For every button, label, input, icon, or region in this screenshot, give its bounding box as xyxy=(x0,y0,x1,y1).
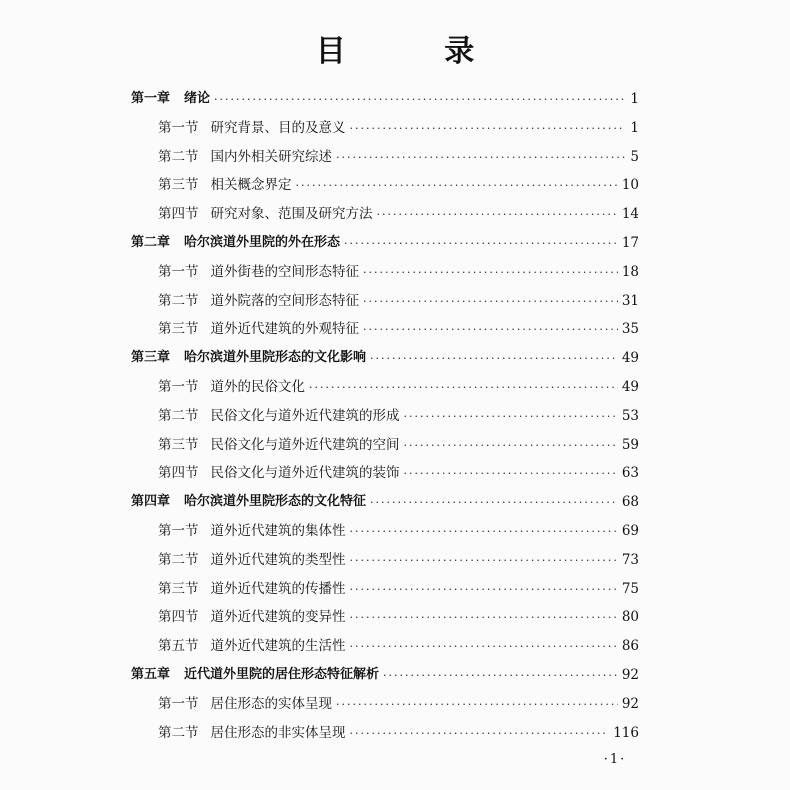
dot-leader xyxy=(363,318,618,340)
toc-entry-label: 第四节 xyxy=(158,465,199,482)
toc-entry-page: 59 xyxy=(621,436,639,453)
dot-leader xyxy=(350,635,618,657)
toc-entry-label: 第一节 xyxy=(158,523,199,539)
toc-section-entry xyxy=(158,434,639,456)
toc-entry-title: 道外近代建筑的传播性 xyxy=(210,580,346,597)
toc-section-entry xyxy=(158,693,639,715)
toc-entry-label: 第一章 xyxy=(131,91,171,106)
toc-entry-page: 10 xyxy=(621,177,639,194)
dot-leader xyxy=(350,549,618,571)
toc-entry-page: 80 xyxy=(621,609,639,626)
toc-section-entry xyxy=(158,318,639,340)
toc-entry-page: 18 xyxy=(621,263,639,280)
toc-section-entry xyxy=(158,722,639,744)
toc-entry-title: 道外院落的空间形态特征 xyxy=(210,292,359,309)
toc-chapter-entry xyxy=(131,664,639,686)
toc-entry-title: 道外近代建筑的变异性 xyxy=(210,609,346,626)
page-title: 目 录 xyxy=(315,34,519,69)
toc-entry-page: 5 xyxy=(630,148,639,165)
toc-entry-label: 第四节 xyxy=(158,609,199,626)
toc-entry-label: 第二节 xyxy=(158,292,199,309)
toc-entry-title: 道外近代建筑的集体性 xyxy=(210,523,346,539)
toc-section-entry xyxy=(158,376,639,398)
toc-entry-label: 第五章 xyxy=(131,667,171,682)
toc-chapter-entry xyxy=(131,347,639,369)
toc-entry-title: 哈尔滨道外里院形态的文化影响 xyxy=(184,350,367,366)
toc-entry-page: 75 xyxy=(621,580,639,597)
toc-chapter-entry xyxy=(131,491,639,513)
toc-chapter-entry xyxy=(131,88,639,110)
toc-entry-title: 近代道外里院的居住形态特征解析 xyxy=(184,667,380,682)
toc-entry-label: 第三节 xyxy=(158,321,199,338)
toc-entry-page: 86 xyxy=(621,638,639,655)
dot-leader xyxy=(214,88,625,110)
toc-chapter-entry xyxy=(131,232,639,254)
toc-entry-title: 道外近代建筑的生活性 xyxy=(210,638,346,655)
toc-entry-title: 绪论 xyxy=(184,91,211,106)
dot-leader xyxy=(377,203,618,225)
toc-entry-label: 第一节 xyxy=(158,695,199,712)
dot-leader xyxy=(370,491,618,513)
toc-section-entry xyxy=(158,520,639,542)
dot-leader xyxy=(309,376,618,398)
toc-entry-label: 第三节 xyxy=(158,436,199,453)
toc-entry-title: 道外近代建筑的外观特征 xyxy=(210,321,359,338)
dot-leader xyxy=(350,722,610,744)
toc-section-entry xyxy=(158,606,639,628)
toc-entry-label: 第四节 xyxy=(158,206,199,223)
toc-entry-page: 63 xyxy=(621,465,639,482)
toc-entry-page: 92 xyxy=(621,695,639,712)
dot-leader xyxy=(350,117,626,139)
toc-entry-label: 第三节 xyxy=(158,580,199,597)
toc-entry-title: 哈尔滨道外里院形态的文化特征 xyxy=(184,494,367,510)
toc-entry-label: 第三节 xyxy=(158,177,199,194)
toc-section-entry xyxy=(158,261,639,283)
dot-leader xyxy=(350,578,618,600)
toc-entry-page: 53 xyxy=(621,407,639,424)
toc-entry-page: 73 xyxy=(621,551,639,568)
toc-entry-label: 第二节 xyxy=(158,407,199,424)
toc-entry-page: 1 xyxy=(630,119,639,136)
toc-entry-title: 民俗文化与道外近代建筑的形成 xyxy=(210,407,400,424)
toc-entry-label: 第一节 xyxy=(158,379,199,395)
toc-entry-title: 研究背景、目的及意义 xyxy=(210,119,346,136)
dot-leader xyxy=(383,664,618,686)
toc-entry-label: 第二节 xyxy=(158,724,199,741)
dot-leader xyxy=(336,146,625,168)
toc-section-entry xyxy=(158,174,639,196)
toc-entry-page: 116 xyxy=(613,724,639,741)
toc-entry-page: 14 xyxy=(621,206,639,223)
toc-section-entry xyxy=(158,549,639,571)
toc-entry-title: 国内外相关研究综述 xyxy=(210,148,332,165)
dot-leader xyxy=(404,434,618,456)
toc-entry-title: 研究对象、范围及研究方法 xyxy=(210,206,373,223)
dot-leader xyxy=(336,693,618,715)
toc-entry-label: 第二节 xyxy=(158,551,199,568)
dot-leader xyxy=(296,174,618,196)
dot-leader xyxy=(363,261,618,283)
toc-section-entry xyxy=(158,117,639,139)
toc-section-entry xyxy=(158,146,639,168)
dot-leader xyxy=(350,606,618,628)
toc-entry-title: 民俗文化与道外近代建筑的装饰 xyxy=(210,465,400,482)
toc-entry-page: 17 xyxy=(621,235,639,251)
toc-entry-label: 第一节 xyxy=(158,119,199,136)
toc-entry-page: 35 xyxy=(621,321,639,338)
toc-entry-page: 31 xyxy=(621,292,639,309)
toc-section-entry xyxy=(158,578,639,600)
toc-entry-label: 第三章 xyxy=(131,350,171,366)
toc-section-entry xyxy=(158,462,639,484)
toc-entry-title: 哈尔滨道外里院的外在形态 xyxy=(184,235,341,250)
toc-entry-label: 第四章 xyxy=(131,494,171,510)
toc-entry-title: 民俗文化与道外近代建筑的空间 xyxy=(210,436,400,453)
dot-leader xyxy=(404,405,618,427)
toc-entry-page: 68 xyxy=(621,494,639,511)
page-number-footer: ·1· xyxy=(603,752,627,767)
dot-leader xyxy=(404,462,618,484)
toc-section-entry xyxy=(158,203,639,225)
toc-entry-title: 道外近代建筑的类型性 xyxy=(210,551,346,568)
toc-entry-label: 第一节 xyxy=(158,263,199,280)
toc-entry-label: 第五节 xyxy=(158,638,199,655)
toc-entry-page: 1 xyxy=(630,91,639,107)
toc-entry-page: 69 xyxy=(621,523,639,539)
toc-entry-label: 第二章 xyxy=(131,235,171,250)
toc-entry-title: 道外的民俗文化 xyxy=(210,379,305,395)
toc-section-entry xyxy=(158,405,639,427)
dot-leader xyxy=(370,347,618,369)
toc-entry-page: 49 xyxy=(621,379,639,395)
toc-section-entry xyxy=(158,290,639,312)
toc-entry-page: 92 xyxy=(621,667,639,683)
toc-entry-label: 第二节 xyxy=(158,148,199,165)
dot-leader xyxy=(350,520,618,542)
dot-leader xyxy=(363,290,618,312)
toc-entry-title: 道外街巷的空间形态特征 xyxy=(210,263,359,280)
toc-entry-title: 相关概念界定 xyxy=(210,177,292,194)
dot-leader xyxy=(344,232,618,254)
toc-entry-title: 居住形态的实体呈现 xyxy=(210,695,332,712)
toc-section-entry xyxy=(158,635,639,657)
toc-entry-title: 居住形态的非实体呈现 xyxy=(210,724,346,741)
toc-entry-page: 49 xyxy=(621,350,639,367)
